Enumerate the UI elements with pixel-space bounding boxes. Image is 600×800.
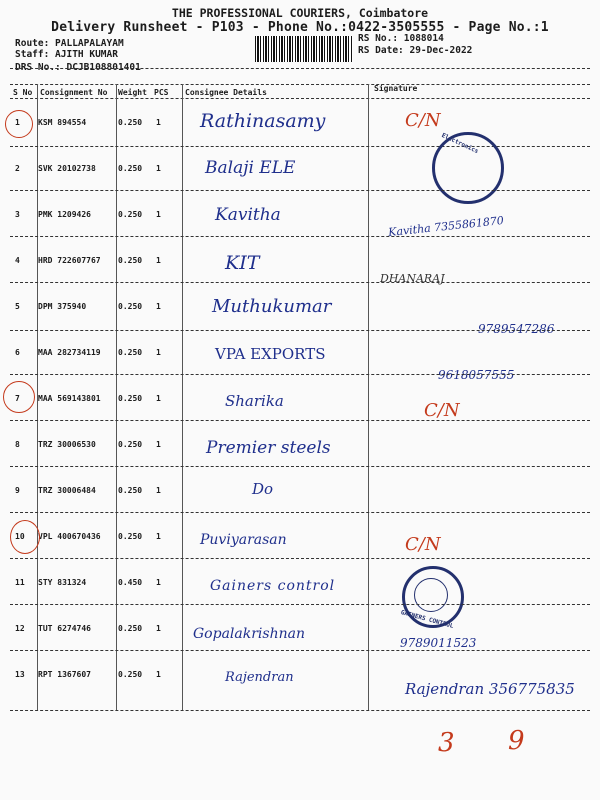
row-weight: 0.250: [118, 486, 143, 495]
row-pcs: 1: [156, 670, 161, 679]
row-consignee: Do: [252, 480, 274, 498]
row-sno: 8: [15, 440, 20, 449]
row-divider: [10, 710, 590, 711]
row-sno: 11: [15, 578, 25, 587]
company-title: THE PROFESSIONAL COURIERS, Coimbatore: [171, 6, 429, 20]
col-weight: Weight: [118, 88, 147, 97]
row-sno: 2: [15, 164, 20, 173]
col-consignment: Consignment No: [40, 88, 108, 97]
row-divider: [10, 236, 590, 237]
row-sno: 10: [15, 532, 25, 541]
row-pcs: 1: [156, 440, 161, 449]
row-consignee: Balaji ELE: [205, 158, 296, 178]
row-consignee: Gainers control: [210, 578, 336, 594]
stamp-inner-ring: [414, 578, 448, 612]
row-signature: C/N: [405, 534, 441, 555]
column-line: [182, 84, 183, 710]
row-divider: [10, 146, 590, 147]
row-pcs: 1: [156, 578, 161, 587]
row-signature: C/N: [424, 400, 460, 421]
row-consignment: RPT 1367607: [38, 670, 91, 679]
row-divider: [10, 558, 590, 559]
red-circle-mark: [3, 381, 35, 413]
row-divider: [10, 374, 590, 375]
row-pcs: 1: [156, 532, 161, 541]
row-divider: [10, 420, 590, 421]
row-pcs: 1: [156, 210, 161, 219]
row-signature: DHANARAJ: [380, 272, 445, 285]
row-weight: 0.250: [118, 348, 143, 357]
row-pcs: 1: [156, 164, 161, 173]
row-weight: 0.250: [118, 440, 143, 449]
row-sno: 5: [15, 302, 20, 311]
row-consignment: TRZ 30006484: [38, 486, 96, 495]
row-weight: 0.250: [118, 302, 143, 311]
route-label: Route: PALLAPALAYAM: [15, 38, 124, 49]
row-pcs: 1: [156, 348, 161, 357]
col-consignee: Consignee Details: [185, 88, 267, 97]
row-consignee: Sharika: [225, 392, 284, 410]
col-signature: Signature: [374, 84, 418, 93]
row-divider: [10, 282, 590, 283]
row-sno: 3: [15, 210, 20, 219]
row-sno: 9: [15, 486, 20, 495]
stamp-text: Electronics: [440, 131, 480, 156]
rs-number: RS No.: 1088014: [358, 33, 444, 44]
row-consignee: Rajendran: [225, 670, 294, 685]
row-consignment: VPL 400670436: [38, 532, 101, 541]
row-consignee: Rathinasamy: [200, 110, 326, 132]
divider: [10, 68, 590, 69]
row-pcs: 1: [156, 394, 161, 403]
row-sno: 13: [15, 670, 25, 679]
row-weight: 0.450: [118, 578, 143, 587]
row-divider: [10, 466, 590, 467]
red-circle-mark: [5, 110, 33, 138]
row-consignee: Muthukumar: [212, 296, 332, 317]
tally-mark: 3: [438, 728, 455, 758]
stamp-text: GAINERS CONTROL: [400, 609, 455, 630]
row-sno: 7: [15, 394, 20, 403]
row-consignee: Gopalakrishnan: [193, 626, 305, 642]
row-divider: [10, 604, 590, 605]
rs-date: RS Date: 29-Dec-2022: [358, 45, 473, 56]
row-weight: 0.250: [118, 624, 143, 633]
row-pcs: 1: [156, 486, 161, 495]
row-consignment: KSM 894554: [38, 118, 87, 127]
col-pcs: PCS: [154, 88, 169, 97]
row-sno: 6: [15, 348, 20, 357]
staff-label: Staff: AJITH KUMAR: [15, 49, 118, 60]
divider: [10, 98, 590, 99]
row-weight: 0.250: [118, 670, 143, 679]
row-consignee: VPA EXPORTS: [215, 345, 326, 363]
row-consignment: MAA 569143801: [38, 394, 101, 403]
col-sno: S No: [13, 88, 33, 97]
red-circle-mark: [10, 520, 40, 554]
row-sno: 1: [15, 118, 20, 127]
row-weight: 0.250: [118, 532, 143, 541]
row-consignment: STY 831324: [38, 578, 87, 587]
row-pcs: 1: [156, 624, 161, 633]
row-signature: Rajendran 356775835: [405, 680, 575, 698]
row-consignee: KIT: [225, 252, 260, 274]
row-signature: Kavitha 7355861870: [387, 213, 505, 240]
row-divider: [10, 330, 590, 331]
row-pcs: 1: [156, 118, 161, 127]
row-sno: 12: [15, 624, 25, 633]
row-divider: [10, 190, 590, 191]
row-consignee: Puviyarasan: [200, 532, 287, 548]
row-weight: 0.250: [118, 394, 143, 403]
divider: [10, 84, 590, 85]
row-weight: 0.250: [118, 256, 143, 265]
row-divider: [10, 512, 590, 513]
row-signature: 9618057555: [438, 368, 515, 382]
row-sno: 4: [15, 256, 20, 265]
row-consignment: SVK 20102738: [38, 164, 96, 173]
row-signature: 9789547286: [478, 322, 555, 336]
tally-mark: 9: [508, 726, 525, 756]
row-consignment: TUT 6274746: [38, 624, 91, 633]
row-consignment: HRD 722607767: [38, 256, 101, 265]
column-line: [368, 84, 369, 710]
row-pcs: 1: [156, 256, 161, 265]
row-consignment: DPM 375940: [38, 302, 87, 311]
column-line: [116, 84, 117, 710]
row-weight: 0.250: [118, 164, 143, 173]
runsheet-subtitle: Delivery Runsheet - P103 - Phone No.:0422-3505555 - Page No.:1: [51, 20, 549, 35]
row-pcs: 1: [156, 302, 161, 311]
row-divider: [10, 650, 590, 651]
row-signature: 9789011523: [400, 636, 477, 650]
drs-label: DRS No.: DCJB108801401: [15, 62, 141, 73]
row-consignee: Premier steels: [206, 438, 331, 458]
row-signature: C/N: [405, 110, 441, 131]
row-weight: 0.250: [118, 118, 143, 127]
row-consignment: MAA 282734119: [38, 348, 101, 357]
row-weight: 0.250: [118, 210, 143, 219]
barcode: [255, 36, 353, 62]
row-consignment: PMK 1209426: [38, 210, 91, 219]
row-consignee: Kavitha: [215, 205, 281, 225]
row-consignment: TRZ 30006530: [38, 440, 96, 449]
